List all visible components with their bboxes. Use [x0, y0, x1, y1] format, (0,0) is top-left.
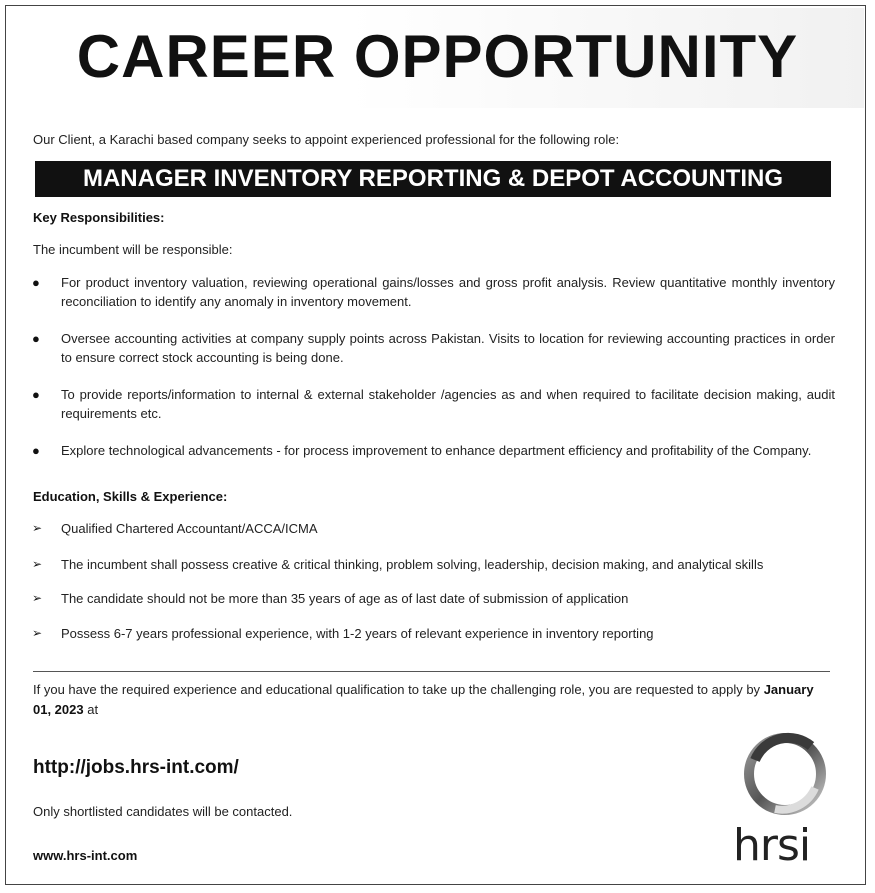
arrow-bullet-icon: ➢ [32, 521, 43, 535]
bullet-icon: ● [32, 387, 40, 402]
apply-instructions: If you have the required experience and educational qualification to take up the challenging role, you are requested to apply by January 01, 2023 at [33, 682, 814, 717]
list-item: ➢ The incumbent shall possess creative & critical thinking, problem solving, leadership, decision making, and analytical skills [32, 557, 764, 572]
list-item: ● Oversee accounting activities at company supply points across Pakistan. Visits to location for reviewing accounting practices in order to ensure correct stock accounting is being done. [32, 331, 835, 365]
list-item: ➢ Qualified Chartered Accountant/ACCA/ICMA [32, 521, 318, 536]
arrow-bullet-icon: ➢ [32, 557, 43, 571]
list-item: ● To provide reports/information to internal & external stakeholder /agencies as and when required to facilitate decision making, audit requirements etc. [32, 387, 835, 421]
hrsi-brand-name: hrsi [733, 820, 811, 871]
arrow-bullet-icon: ➢ [32, 626, 43, 640]
apply-url-link[interactable]: http://jobs.hrs-int.com/ [33, 757, 239, 778]
shortlist-note: Only shortlisted candidates will be contacted. [33, 804, 293, 819]
education-heading: Education, Skills & Experience: [33, 489, 228, 504]
website-link[interactable]: www.hrs-int.com [33, 848, 138, 863]
arrow-bullet-icon: ➢ [32, 591, 43, 605]
section-divider [33, 671, 830, 672]
bullet-icon: ● [32, 443, 40, 458]
bullet-icon: ● [32, 331, 40, 346]
intro-text: Our Client, a Karachi based company seeks to appoint experienced professional for the following role: [33, 132, 620, 147]
list-item: ● Explore technological advancements - for process improvement to enhance department efficiency and profitability of the Company. [32, 443, 812, 458]
list-item: ● For product inventory valuation, reviewing operational gains/losses and gross profit analysis. Review quantitative monthly inventory reconciliation to identify any anomaly in inventory movement. [32, 275, 835, 309]
responsibilities-heading: Key Responsibilities: [33, 210, 165, 225]
list-item: ➢ The candidate should not be more than 35 years of age as of last date of submission of application [32, 591, 629, 606]
responsibilities-lead: The incumbent will be responsible: [33, 242, 233, 257]
bullet-icon: ● [32, 275, 40, 290]
responsibilities-list [30, 273, 835, 460]
education-list [30, 519, 835, 643]
apply-deadline: January 01, 2023 [33, 682, 814, 717]
list-item: ➢ Possess 6-7 years professional experience, with 1-2 years of relevant experience in inventory reporting [32, 626, 654, 641]
role-title: MANAGER INVENTORY REPORTING & DEPOT ACCOUNTING [35, 161, 831, 197]
page-title: CAREER OPPORTUNITY [76, 23, 799, 90]
